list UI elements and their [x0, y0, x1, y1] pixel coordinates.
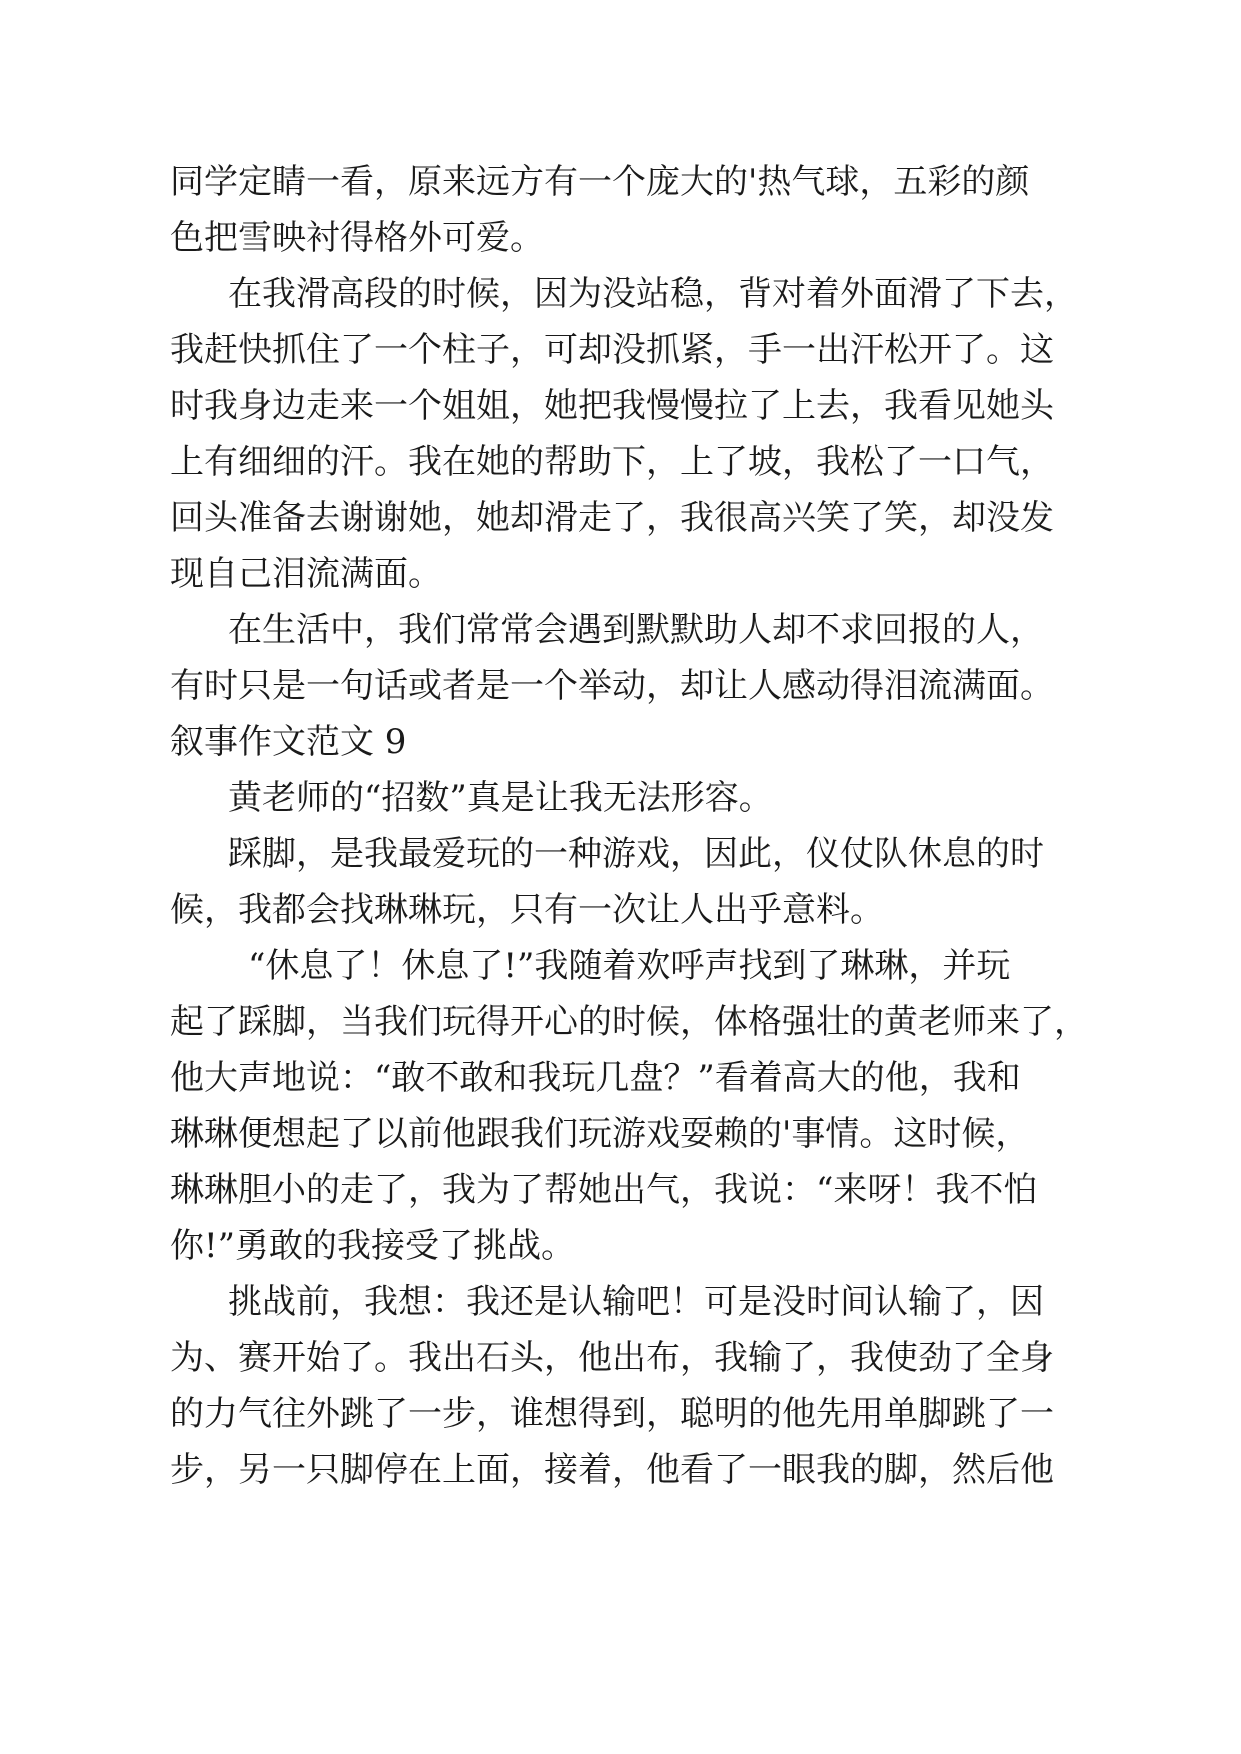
text-line: 步，另一只脚停在上面，接着，他看了一眼我的脚，然后他 [170, 1450, 1054, 1490]
text-line: 叙事作文范文 9 [170, 722, 407, 762]
text-line: 在我滑高段的时候，因为没站稳，背对着外面滑了下去， [228, 274, 1078, 314]
text-line: 时我身边走来一个姐姐，她把我慢慢拉了上去，我看见她头 [170, 386, 1054, 426]
text-line: 有时只是一句话或者是一个举动，却让人感动得泪流满面。 [170, 666, 1054, 706]
text-line: 色把雪映衬得格外可爱。 [170, 218, 544, 258]
text-line: 在生活中，我们常常会遇到默默助人却不求回报的人， [228, 610, 1044, 650]
text-line: 我赶快抓住了一个柱子，可却没抓紧，手一出汗松开了。这 [170, 330, 1054, 370]
text-line: 踩脚，是我最爱玩的一种游戏，因此，仪仗队休息的时 [228, 834, 1044, 874]
text-line: 起了踩脚，当我们玩得开心的时候，体格强壮的黄老师来了， [170, 1002, 1088, 1042]
text-line: 琳琳胆小的走了，我为了帮她出气，我说：“来呀！我不怕 [170, 1170, 1038, 1210]
text-line: 同学定睛一看，原来远方有一个庞大的'热气球，五彩的颜 [170, 162, 1030, 202]
text-line: 上有细细的汗。我在她的帮助下，上了坡，我松了一口气， [170, 442, 1054, 482]
text-line: 琳琳便想起了以前他跟我们玩游戏耍赖的'事情。这时候， [170, 1114, 1030, 1154]
text-line: 他大声地说：“敢不敢和我玩几盘？”看着高大的他，我和 [170, 1058, 1021, 1098]
text-line: 你!”勇敢的我接受了挑战。 [170, 1226, 576, 1266]
text-line: 回头准备去谢谢她，她却滑走了，我很高兴笑了笑，却没发 [170, 498, 1054, 538]
text-line: 黄老师的“招数”真是让我无法形容。 [228, 778, 773, 818]
text-line: 挑战前，我想：我还是认输吧！可是没时间认输了，因 [228, 1282, 1044, 1322]
text-line: 为、赛开始了。我出石头，他出布，我输了，我使劲了全身 [170, 1338, 1054, 1378]
text-line: 现自己泪流满面。 [170, 554, 442, 594]
text-line: “休息了！休息了!”我随着欢呼声找到了琳琳，并玩 [248, 946, 1011, 986]
text-line: 的力气往外跳了一步，谁想得到，聪明的他先用单脚跳了一 [170, 1394, 1054, 1434]
text-line: 候，我都会找琳琳玩，只有一次让人出乎意料。 [170, 890, 884, 930]
